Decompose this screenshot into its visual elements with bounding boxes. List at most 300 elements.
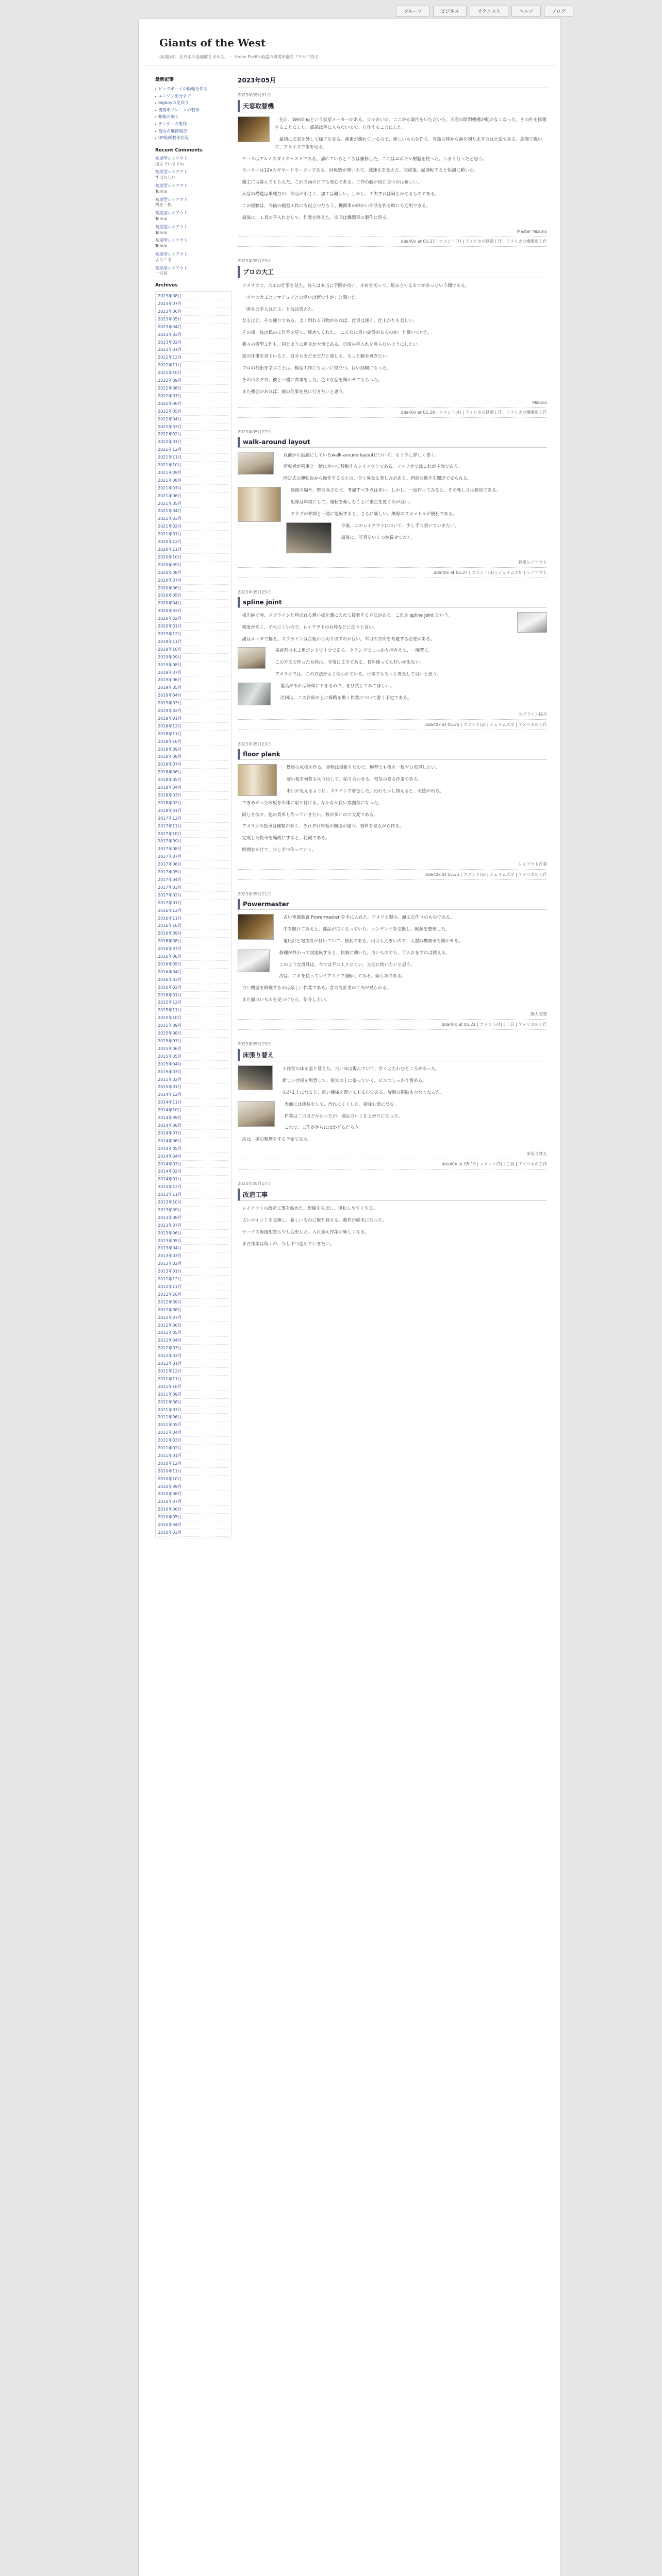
archive-link[interactable]: 2010年03月: [158, 1529, 229, 1537]
comment-author-link[interactable]: 初期型レイアウト: [155, 156, 188, 161]
post-title[interactable]: プロの大工: [238, 266, 547, 278]
archive-link[interactable]: 2019年12月: [158, 631, 229, 638]
post-paragraph: 修理が終わって試運転すると、快調に動いた。古いものでも、手入れをすれば使える。: [279, 950, 450, 956]
post-paragraph: 薄い板を何枚も切り出して、貼り合わせる。根気の要る作業である。: [286, 776, 422, 782]
archive-link[interactable]: 2016年02月: [158, 984, 229, 992]
blog-title[interactable]: Giants of the West: [159, 37, 266, 49]
archive-link[interactable]: 2016年12月: [158, 907, 229, 915]
comment-author-link[interactable]: 初期型レイアウト: [155, 183, 188, 188]
archive-link[interactable]: 2021年06月: [158, 493, 229, 500]
blog-post: [238, 92, 547, 247]
archive-link[interactable]: 2018年04月: [158, 784, 229, 792]
archive-link[interactable]: 2018年09月: [158, 746, 229, 754]
recent-comment-item: [155, 225, 231, 236]
post-paragraph: 中を開けてみると、部品が古くなっていた。コンデンサを交換し、配線を整理した。: [283, 926, 450, 932]
blog-post: [238, 891, 547, 1030]
archive-link[interactable]: 2021年09月: [158, 469, 229, 477]
archive-link[interactable]: 2013年03月: [158, 1252, 229, 1260]
comment-author-link[interactable]: 初期型レイアウト: [155, 224, 188, 229]
archive-link[interactable]: 2018年12月: [158, 723, 229, 731]
archive-link[interactable]: 2011年03月: [158, 1437, 229, 1445]
archive-link[interactable]: 2019年05月: [158, 684, 229, 692]
archive-link[interactable]: 2015年01月: [158, 1083, 229, 1091]
archive-link[interactable]: 2022年10月: [158, 369, 229, 377]
archive-link[interactable]: 2018年10月: [158, 738, 229, 746]
archive-link[interactable]: 2012年09月: [158, 1299, 229, 1307]
archive-link[interactable]: 2016年11月: [158, 915, 229, 923]
recent-entry-link[interactable]: ビッグボーイの動輪を作る: [155, 86, 231, 93]
post-signature: 床張り替え: [526, 1151, 547, 1157]
archive-link[interactable]: 2015年07月: [158, 1038, 229, 1045]
post-photo-image[interactable]: [238, 683, 271, 705]
post-photo[interactable]: [286, 522, 332, 553]
post-paragraph: 最初に天窓を外して様子を見る。歯車が壊れているので、新しいものを作る。真鍮の棒から歯を削り出すのは大変である。旋盤で挽いて、フライスで歯を切る。: [275, 137, 542, 150]
nav-blog[interactable]: ブログ: [544, 6, 573, 16]
post-paragraph: 完成した貨車を編成にすると、壮観である。: [242, 836, 330, 841]
archive-link[interactable]: 2017年01月: [158, 900, 229, 907]
post-photo[interactable]: [238, 452, 274, 474]
post-photo-image[interactable]: [238, 116, 270, 142]
archive-link[interactable]: 2012年04月: [158, 1337, 229, 1345]
archive-link[interactable]: 2019年02月: [158, 707, 229, 715]
post-paragraph: 天窓の構造は単純だが、部品が小さく、加工は難しい。しかし、工夫すれば何とかなるものである。: [242, 192, 439, 197]
archive-link[interactable]: 2010年07月: [158, 1498, 229, 1506]
archive-link[interactable]: 2010年08月: [158, 1490, 229, 1498]
blog-post: [238, 429, 547, 578]
archive-link[interactable]: 2021年05月: [158, 500, 229, 508]
comment-author-link[interactable]: 初期型レイアウト: [155, 251, 188, 257]
archive-link[interactable]: 2015年03月: [158, 1069, 229, 1076]
archive-link[interactable]: 2014年04月: [158, 1153, 229, 1161]
archive-link[interactable]: 2011年05月: [158, 1421, 229, 1429]
post-title[interactable]: 床張り替え: [238, 1049, 547, 1061]
archive-link[interactable]: 2022年11月: [158, 362, 229, 369]
archive-link[interactable]: 2021年11月: [158, 454, 229, 462]
post-paragraph: 接着剤は木工用ボンドで十分である。クランプでしっかり押さえて、一晩置く。: [275, 648, 433, 654]
archive-link[interactable]: 2017年06月: [158, 861, 229, 869]
post-paragraph: 次は、これを使ってレイアウトで運転してみる。楽しみである。: [279, 974, 406, 979]
archive-link[interactable]: 2020年01月: [158, 623, 229, 631]
comment-entry-link[interactable]: 進んでいますね: [155, 161, 184, 166]
comment-author-link[interactable]: 初期型レイアウト: [155, 170, 188, 175]
archive-link[interactable]: 2020年12月: [158, 538, 229, 546]
archive-link[interactable]: 2022年05月: [158, 408, 229, 416]
archive-link[interactable]: 2014年08月: [158, 1122, 229, 1130]
archive-link[interactable]: 2019年06月: [158, 676, 229, 684]
blog-description: (仮題)移、北日本の最適解を求める、 ~ Union Pacific最盛の機関車群をブラシで作る: [159, 55, 319, 59]
post-photo-image[interactable]: [238, 1101, 275, 1127]
archive-link[interactable]: 2015年10月: [158, 1014, 229, 1022]
post-title[interactable]: walk-around layout: [238, 437, 547, 448]
post-body: [238, 282, 547, 396]
archive-link[interactable]: 2021年03月: [158, 515, 229, 523]
post-photo[interactable]: [238, 950, 270, 972]
recent-entry-link[interactable]: 軸箱の加工: [155, 113, 231, 121]
post-photo[interactable]: [238, 683, 271, 705]
post-paragraph: 表面には塗装をして、汚れにくくした。掃除も楽になる。: [284, 1101, 399, 1107]
archive-link[interactable]: 2022年08月: [158, 385, 229, 393]
post-photo[interactable]: [238, 116, 270, 142]
post-signature: Mizuno: [532, 400, 547, 405]
archive-link[interactable]: 2020年11月: [158, 546, 229, 554]
archive-link[interactable]: 2020年03月: [158, 607, 229, 615]
archive-link[interactable]: 2013年09月: [158, 1207, 229, 1214]
archive-link[interactable]: 2019年03月: [158, 700, 229, 707]
archive-link[interactable]: 2018年05月: [158, 776, 229, 784]
recent-comment-item: [155, 252, 231, 263]
post-signature: Master Mizuno: [517, 229, 547, 234]
post-paragraph: 今後、このレイアウトについて、少しずつ書いていきたい。: [341, 523, 459, 529]
archive-link[interactable]: 2023年07月: [158, 300, 229, 308]
post-paragraph: 古い電源装置 Powermaster を手に入れた。アメリカ製の、頑丈な作りのものである。: [283, 915, 455, 920]
archive-link[interactable]: 2022年07月: [158, 393, 229, 400]
archive-link[interactable]: 2015年09月: [158, 1022, 229, 1030]
archive-link[interactable]: 2011年02月: [158, 1445, 229, 1452]
post-paragraph: 運転者が列車と一緒に歩いて移動するレイアウトである。アメリカではこれが主流である。: [283, 464, 462, 470]
recent-entry-link[interactable]: bigboyの足回り: [155, 99, 231, 107]
archive-link[interactable]: 2016年01月: [158, 992, 229, 999]
recent-entry-link[interactable]: テンダーの製作: [155, 121, 231, 128]
comment-author-link[interactable]: 初期型レイアウト: [155, 238, 188, 243]
archive-link[interactable]: 2015年02月: [158, 1076, 229, 1084]
archive-link[interactable]: 2011年09月: [158, 1391, 229, 1399]
archive-link[interactable]: 2013年05月: [158, 1238, 229, 1245]
comment-entry-link[interactable]: Tomix: [155, 244, 168, 249]
archive-link[interactable]: 2017年12月: [158, 815, 229, 823]
archive-link[interactable]: 2010年05月: [158, 1514, 229, 1521]
comment-entry-link[interactable]: すばらしい: [155, 175, 176, 180]
archive-link[interactable]: 2017年08月: [158, 845, 229, 853]
post-date: 2023年05月29日: [238, 258, 271, 263]
post-photo-image[interactable]: [517, 612, 547, 633]
archive-link[interactable]: 2011年04月: [158, 1429, 229, 1437]
archive-link[interactable]: 2014年07月: [158, 1130, 229, 1138]
archive-link[interactable]: 2012年05月: [158, 1329, 229, 1337]
archive-link[interactable]: 2012年11月: [158, 1283, 229, 1291]
archive-link[interactable]: 2022年09月: [158, 377, 229, 385]
archive-link[interactable]: 2016年10月: [158, 922, 229, 930]
post-date: 2023年05月17日: [238, 1181, 271, 1187]
nav-groups[interactable]: グループ: [396, 6, 429, 16]
comment-entry-link[interactable]: Tomix: [155, 216, 168, 221]
post-paragraph: 「プロの大工とアマチュアとの違いは何ですか」と聞いた。: [242, 295, 360, 300]
archive-link[interactable]: 2016年06月: [158, 953, 229, 961]
post-photo-image[interactable]: [238, 914, 274, 940]
comment-author-link[interactable]: 初期型レイアウト: [155, 211, 188, 216]
archive-link[interactable]: 2022年04月: [158, 416, 229, 423]
blog-post: [238, 741, 547, 880]
archive-link[interactable]: 2014年03月: [158, 1161, 229, 1168]
archive-link[interactable]: 2013年12月: [158, 1183, 229, 1191]
archive-link[interactable]: 2010年10月: [158, 1476, 229, 1483]
post-photo[interactable]: [238, 914, 274, 940]
archive-link[interactable]: 2014年01月: [158, 1176, 229, 1183]
archive-link[interactable]: 2013年01月: [158, 1268, 229, 1276]
post-title[interactable]: floor plank: [238, 749, 547, 760]
archive-link[interactable]: 2020年04月: [158, 600, 229, 607]
archive-link[interactable]: 2022年12月: [158, 354, 229, 362]
post-footer: dda40x at 05:21 | コメント(4) | 工具 | アメリカの工作: [238, 1019, 547, 1030]
recent-comment-item: [155, 156, 231, 167]
archive-link[interactable]: 2013年10月: [158, 1199, 229, 1207]
post-paragraph: この経験は、今後の模型工作にも役立つだろう。機関車の細かい部品を作る時にも応用できる。: [242, 204, 431, 209]
archive-link[interactable]: 2011年07月: [158, 1406, 229, 1414]
post-photo[interactable]: [238, 487, 281, 522]
archive-link[interactable]: 2015年06月: [158, 1045, 229, 1053]
archive-link[interactable]: 2022年01月: [158, 438, 229, 446]
archive-link[interactable]: 2015年11月: [158, 1007, 229, 1014]
comment-entry-link[interactable]: Tomix: [155, 189, 168, 194]
post-paragraph: プロの技術を学ぶことは、模型工作にも大いに役立つ。良い経験になった。: [242, 365, 391, 371]
post-paragraph: 床が丈夫になると、重い機械を置いても安心である。旋盤の振動も少なくなった。: [282, 1090, 445, 1095]
archive-link[interactable]: 2016年03月: [158, 976, 229, 984]
post-paragraph: 板を継ぐ時、スプラインと呼ばれる薄い板を溝に入れて接着する方法がある。これを spline joint という。: [242, 613, 453, 618]
archive-link[interactable]: 2020年09月: [158, 562, 229, 569]
archive-link[interactable]: 2017年04月: [158, 876, 229, 884]
archive-link[interactable]: 2019年01月: [158, 715, 229, 723]
archive-link[interactable]: 2018年02月: [158, 800, 229, 807]
post-photo-image[interactable]: [238, 487, 281, 522]
archive-link[interactable]: 2012年07月: [158, 1314, 229, 1322]
archive-link[interactable]: 2014年11月: [158, 1099, 229, 1107]
archive-link[interactable]: 2011年01月: [158, 1452, 229, 1460]
archive-link[interactable]: 2019年10月: [158, 646, 229, 654]
archive-link[interactable]: 2010年11月: [158, 1468, 229, 1476]
archive-link[interactable]: 2017年07月: [158, 853, 229, 861]
recent-entries-title: 最新記事: [155, 77, 174, 82]
post-photo-image[interactable]: [286, 522, 332, 553]
archive-link[interactable]: 2019年04月: [158, 692, 229, 700]
post-signature: レイアウト作業: [518, 862, 547, 867]
archive-link[interactable]: 2014年09月: [158, 1114, 229, 1122]
post-photo[interactable]: [517, 612, 547, 633]
archive-link[interactable]: 2014年02月: [158, 1168, 229, 1176]
archive-link[interactable]: 2012年06月: [158, 1322, 229, 1330]
archive-link[interactable]: 2018年08月: [158, 753, 229, 761]
archive-link[interactable]: 2012年08月: [158, 1307, 229, 1314]
archive-link[interactable]: 2010年09月: [158, 1483, 229, 1491]
post-paragraph: 施主には喜んでもらえた。これで雨の日でも安心である。工作の腕が役に立つのは嬉しい。: [242, 180, 422, 185]
archive-link[interactable]: 2010年06月: [158, 1506, 229, 1514]
archive-link[interactable]: 2014年10月: [158, 1107, 229, 1114]
post-paragraph: できあがった床板を車体に取り付ける。なかなか良い雰囲気になった。: [242, 800, 383, 806]
post-footer: dda40x at 05:19 | コメント(3) | 工具 | アメリカの工作: [238, 1159, 547, 1170]
post-body: [238, 914, 547, 1008]
post-paragraph: 木目が見えるように、ステインで着色した。汚れも少し加えると、実感が出る。: [286, 788, 444, 794]
archive-link[interactable]: 2012年10月: [158, 1291, 229, 1299]
comment-author-link[interactable]: 初期型レイアウト: [155, 197, 188, 202]
archive-link[interactable]: 2022年06月: [158, 400, 229, 408]
archive-link[interactable]: 2015年08月: [158, 1030, 229, 1038]
archive-link[interactable]: 2017年09月: [158, 838, 229, 845]
post-title[interactable]: spline joint: [238, 597, 547, 608]
archive-link[interactable]: 2013年06月: [158, 1230, 229, 1238]
post-title[interactable]: Powermaster: [238, 899, 547, 910]
archive-link[interactable]: 2020年05月: [158, 592, 229, 600]
post-paragraph: なるほど、その通りである。よく切れる刃物があれば、仕事は速く、仕上がりも美しい。: [242, 318, 418, 324]
archive-link[interactable]: 2021年08月: [158, 477, 229, 485]
post-body: [238, 1205, 547, 1248]
post-photo[interactable]: [238, 647, 266, 669]
comment-author-link[interactable]: 初期型レイアウト: [155, 265, 188, 270]
post-photo-image[interactable]: [238, 647, 266, 669]
archive-link[interactable]: 2021年04月: [158, 507, 229, 515]
archive-link[interactable]: 2015年04月: [158, 1061, 229, 1069]
post-photo-image[interactable]: [238, 950, 270, 972]
archive-link[interactable]: 2020年02月: [158, 615, 229, 623]
archive-link[interactable]: 2012年02月: [158, 1352, 229, 1360]
archive-link[interactable]: 2019年09月: [158, 654, 229, 662]
archive-link[interactable]: 2013年07月: [158, 1222, 229, 1230]
recent-entries-list: [155, 86, 231, 142]
comment-entry-link[interactable]: ようこそ: [155, 257, 172, 262]
post-paragraph: 新しい合板を用意して、根太の上に張っていく。ビスでしっかり留める。: [282, 1078, 427, 1083]
archive-link[interactable]: 2016年04月: [158, 969, 229, 976]
post-paragraph: 次は、棚の整理をする予定である。: [242, 1137, 312, 1143]
post-date: 2023年05月27日: [238, 429, 271, 434]
archive-link[interactable]: 2018年03月: [158, 792, 229, 800]
nav-business[interactable]: ビジネス: [433, 6, 467, 16]
post-date: 2023年05月23日: [238, 742, 271, 747]
archive-link[interactable]: 2022年02月: [158, 431, 229, 438]
recent-entry-link[interactable]: 最近の進捗報告: [155, 128, 231, 135]
archive-link[interactable]: 2013年08月: [158, 1214, 229, 1222]
archive-link[interactable]: 2011年11月: [158, 1376, 229, 1383]
archive-link[interactable]: 2012年03月: [158, 1345, 229, 1352]
archive-link[interactable]: 2016年05月: [158, 961, 229, 969]
post-paragraph: また面白いものを見つけたら、紹介したい。: [242, 997, 330, 1003]
archive-link[interactable]: 2021年12月: [158, 446, 229, 454]
archive-link[interactable]: 2023年05月: [158, 316, 229, 324]
archive-link[interactable]: 2014年05月: [158, 1145, 229, 1153]
archive-link[interactable]: 2017年11月: [158, 823, 229, 831]
archive-link[interactable]: 2013年02月: [158, 1260, 229, 1268]
archive-link[interactable]: 2012年12月: [158, 1276, 229, 1283]
post-body: [238, 764, 547, 858]
post-body: [238, 452, 547, 556]
archive-link[interactable]: 2011年08月: [158, 1399, 229, 1406]
archive-link[interactable]: 2015年12月: [158, 999, 229, 1007]
archive-link[interactable]: 2020年06月: [158, 585, 229, 592]
post-list: [238, 92, 547, 1248]
archive-link[interactable]: 2021年01月: [158, 531, 229, 538]
recent-comment-item: [155, 183, 231, 195]
post-photo[interactable]: [238, 1065, 273, 1090]
comment-entry-link[interactable]: Tomix: [155, 230, 168, 235]
archive-link[interactable]: 2022年03月: [158, 423, 229, 431]
post-footer: dda40x at 05:27 | コメント(3) | ジェイムズ川 | レイアウト: [238, 567, 547, 578]
archive-link[interactable]: 2023年06月: [158, 308, 229, 316]
archive-link[interactable]: 2014年12月: [158, 1091, 229, 1099]
post-photo-image[interactable]: [238, 452, 274, 474]
post-paragraph: その日の夕方、彼と一緒に食事をした。色々な話を聞かせてもらった。: [242, 377, 383, 383]
archive-link[interactable]: 2017年10月: [158, 831, 229, 838]
archive-link[interactable]: 2019年07月: [158, 669, 229, 677]
post-paragraph: 先日、Westingという家屋メーカーがある。少々古いが、ここから案内をいただいた。天窓の開閉機構が動かなくなった。その件を修理することにした。部品は手に入らないので、自作することにした。: [275, 117, 547, 130]
post-paragraph: これで、工作がさらにはかどるだろう。: [284, 1125, 363, 1131]
archive-link[interactable]: 2010年12月: [158, 1460, 229, 1468]
archive-link[interactable]: 2023年04月: [158, 324, 229, 331]
archive-link[interactable]: 2017年05月: [158, 869, 229, 876]
comment-entry-link[interactable]: 一日前: [155, 271, 168, 276]
archive-link[interactable]: 2016年07月: [158, 945, 229, 953]
archive-link[interactable]: 2019年11月: [158, 638, 229, 646]
archive-link[interactable]: 2020年10月: [158, 554, 229, 562]
archive-link[interactable]: 2017年03月: [158, 884, 229, 892]
recent-comment-item: [155, 211, 231, 222]
archive-link[interactable]: 2023年02月: [158, 339, 229, 347]
blog-frame: [138, 19, 561, 2576]
main-content: [238, 74, 547, 1260]
recent-entry-link[interactable]: 機関車フレームの製作: [155, 107, 231, 114]
post-photo-image[interactable]: [238, 1065, 273, 1090]
archive-link[interactable]: 2018年07月: [158, 761, 229, 769]
post-paragraph: ケースはアルミのダイキャストである。割れているところは補修した。ここはエポキシ樹脂を使った。うまく行ったと思う。: [242, 156, 487, 162]
archive-link[interactable]: 2015年05月: [158, 1053, 229, 1061]
nav-help[interactable]: ヘルプ: [511, 6, 541, 16]
post-photo[interactable]: [238, 764, 277, 796]
recent-entry-link[interactable]: UP最新製作状況: [155, 134, 231, 142]
post-paragraph: 彼の仕事を見ていると、自分もまだまだだと感じる。もっと腕を磨きたい。: [242, 354, 391, 359]
archive-link[interactable]: 2010年04月: [158, 1521, 229, 1529]
archive-link[interactable]: 2021年07月: [158, 485, 229, 493]
post-title[interactable]: 改造工事: [238, 1189, 547, 1201]
recent-comments-list: [155, 156, 231, 277]
post-paragraph: 以前から話題にしているwalk-around layoutについて、もう少し詳しく書く。: [283, 452, 439, 458]
post-paragraph: 工作室の床を張り替えた。古い床は傷んでいて、歩くとたわむところがあった。: [282, 1066, 440, 1072]
archive-link[interactable]: 2019年08月: [158, 662, 229, 669]
archive-link[interactable]: 2013年11月: [158, 1191, 229, 1199]
post-paragraph: レイアウトの改造工事を始めた。配線を見直し、運転しやすくする。: [242, 1206, 378, 1212]
recent-entry-link[interactable]: エンジン部分まで: [155, 93, 231, 100]
archive-link[interactable]: 2021年10月: [158, 462, 229, 469]
archive-link[interactable]: 2020年08月: [158, 569, 229, 577]
archive-link[interactable]: 2013年04月: [158, 1245, 229, 1252]
post-paragraph: 溝はルータで掘る。スプラインは合板から切り出すのが良い。木目の方向を考慮する必要がある。: [242, 636, 435, 642]
archive-link[interactable]: 2017年02月: [158, 892, 229, 900]
top-navigation: [0, 0, 662, 18]
post-photo-image[interactable]: [238, 764, 277, 796]
post-paragraph: 道具があれば簡単にできるので、ぜひ試してみてほしい。: [280, 684, 394, 689]
post-photo[interactable]: [238, 1101, 275, 1127]
post-paragraph: クラブの仲間と一緒に運転すると、さらに楽しい。無線のスロットルが便利である。: [290, 511, 457, 517]
post-paragraph: 配線は単純にして、運転を楽しむことに重点を置くのが良い。: [290, 500, 413, 505]
post-footer: dda40x at 05:37 | コメント(7) | アメリカの鉄道工作 | アメリカの機関車工作: [238, 236, 547, 247]
archive-link[interactable]: 2012年01月: [158, 1360, 229, 1368]
archive-link[interactable]: 2023年03月: [158, 331, 229, 339]
post-body: [238, 116, 547, 226]
post-paragraph: アメリカで、大工の仕事を見た。彼らは本当に手際が良い。木材を切って、組み立てるまでがあっという間である。: [242, 283, 470, 289]
archive-link[interactable]: 2023年01月: [158, 346, 229, 354]
archive-link[interactable]: 2023年08月: [158, 293, 229, 300]
post-paragraph: モーターは12Vのギヤードモーターである。回転数が遅いので、減速比を変えた。完成後、試運転すると快調に動いた。: [242, 168, 478, 174]
post-title[interactable]: 天窓取替機: [238, 100, 547, 112]
archive-link[interactable]: 2016年09月: [158, 930, 229, 938]
nav-request[interactable]: リクエスト: [470, 6, 508, 16]
archive-link[interactable]: 2018年01月: [158, 807, 229, 815]
archive-link[interactable]: 2016年08月: [158, 938, 229, 945]
archive-link[interactable]: 2018年11月: [158, 731, 229, 738]
archive-link[interactable]: 2011年06月: [158, 1414, 229, 1421]
archive-link[interactable]: 2011年10月: [158, 1383, 229, 1391]
archive-link[interactable]: 2014年06月: [158, 1138, 229, 1145]
comment-entry-link[interactable]: 机を一枚: [155, 202, 172, 208]
archive-link[interactable]: 2020年07月: [158, 577, 229, 585]
archive-link[interactable]: 2021年02月: [158, 523, 229, 531]
archive-link[interactable]: 2018年06月: [158, 769, 229, 776]
archive-link[interactable]: 2011年12月: [158, 1368, 229, 1376]
post-paragraph: 古い機器を修理するのは楽しい作業である。昔の設計者の工夫が見られる。: [242, 986, 391, 991]
